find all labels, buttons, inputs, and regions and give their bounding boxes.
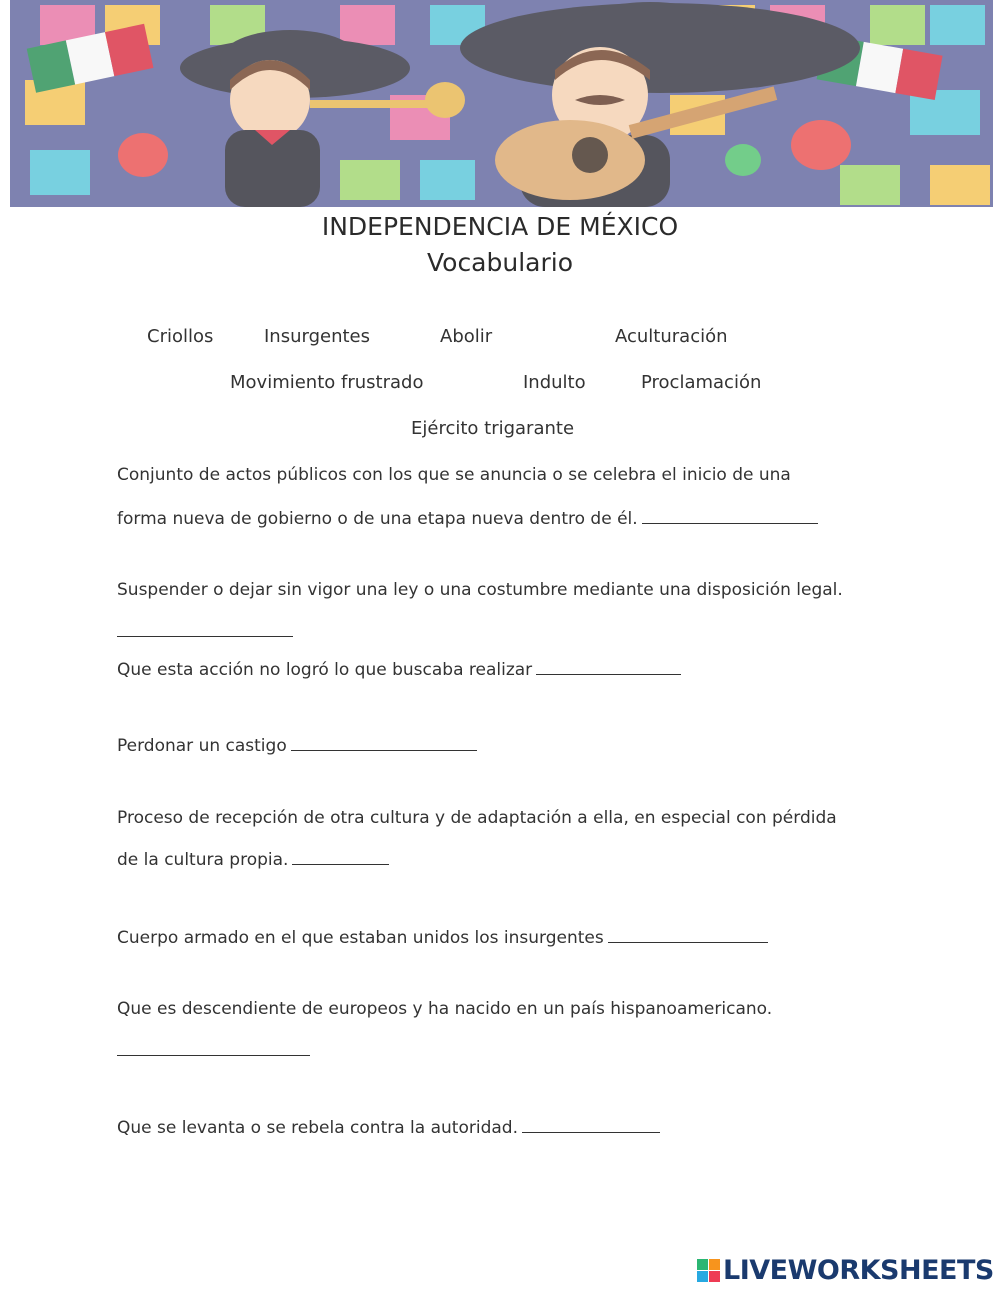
question-text: Que es descendiente de europeos y ha nacido en un país hispanoamericano.	[117, 999, 773, 1019]
answer-blank[interactable]	[536, 656, 681, 675]
question-text: Conjunto de actos públicos con los que se anuncia o se celebra el inicio de una	[117, 465, 791, 485]
question-text: Perdonar un castigo	[117, 736, 287, 756]
header-banner-image	[10, 0, 993, 207]
answer-blank[interactable]	[642, 505, 818, 524]
question-item	[117, 732, 477, 756]
logo-square	[709, 1271, 720, 1282]
word-bank-item: Movimiento frustrado	[230, 372, 424, 393]
answer-blank[interactable]	[292, 846, 389, 865]
word-bank-item: Criollos	[147, 326, 214, 347]
question-item	[117, 846, 389, 870]
word-bank-item: Proclamación	[641, 372, 762, 393]
logo-square	[709, 1259, 720, 1270]
logo-text: LIVEWORKSHEETS	[723, 1254, 994, 1286]
logo-square	[697, 1259, 708, 1270]
answer-blank[interactable]	[522, 1114, 660, 1133]
question-text: de la cultura propia.	[117, 850, 289, 870]
question-text: Proceso de recepción de otra cultura y de adaptación a ella, en especial con pérdida	[117, 808, 837, 828]
word-bank-item: Ejército trigarante	[411, 418, 575, 439]
answer-blank[interactable]	[117, 1054, 310, 1056]
logo-square	[697, 1271, 708, 1282]
question-text: Que esta acción no logró lo que buscaba realizar	[117, 660, 533, 680]
question-item	[117, 656, 681, 680]
answer-blank[interactable]	[117, 635, 293, 637]
liveworksheets-logo	[697, 1255, 994, 1285]
word-bank-item: Abolir	[440, 326, 493, 347]
question-item	[117, 505, 818, 529]
answer-blank[interactable]	[608, 924, 768, 943]
question-text: Cuerpo armado en el que estaban unidos los insurgentes	[117, 928, 604, 948]
answer-blank[interactable]	[291, 732, 477, 751]
question-text: forma nueva de gobierno o de una etapa nueva dentro de él.	[117, 509, 638, 529]
question-text: Que se levanta o se rebela contra la autoridad.	[117, 1118, 518, 1138]
page-subtitle: Vocabulario	[426, 248, 574, 277]
word-bank-item: Insurgentes	[264, 326, 371, 347]
mariachi-illustration	[10, 0, 993, 207]
question-item	[117, 924, 768, 948]
logo-mark-icon	[697, 1259, 720, 1282]
word-bank-item: Aculturación	[615, 326, 728, 347]
question-text: Suspender o dejar sin vigor una ley o una costumbre mediante una disposición legal.	[117, 580, 843, 600]
page-title: INDEPENDENCIA DE MÉXICO	[321, 212, 679, 241]
word-bank-item: Indulto	[523, 372, 586, 393]
question-item	[117, 1114, 660, 1138]
